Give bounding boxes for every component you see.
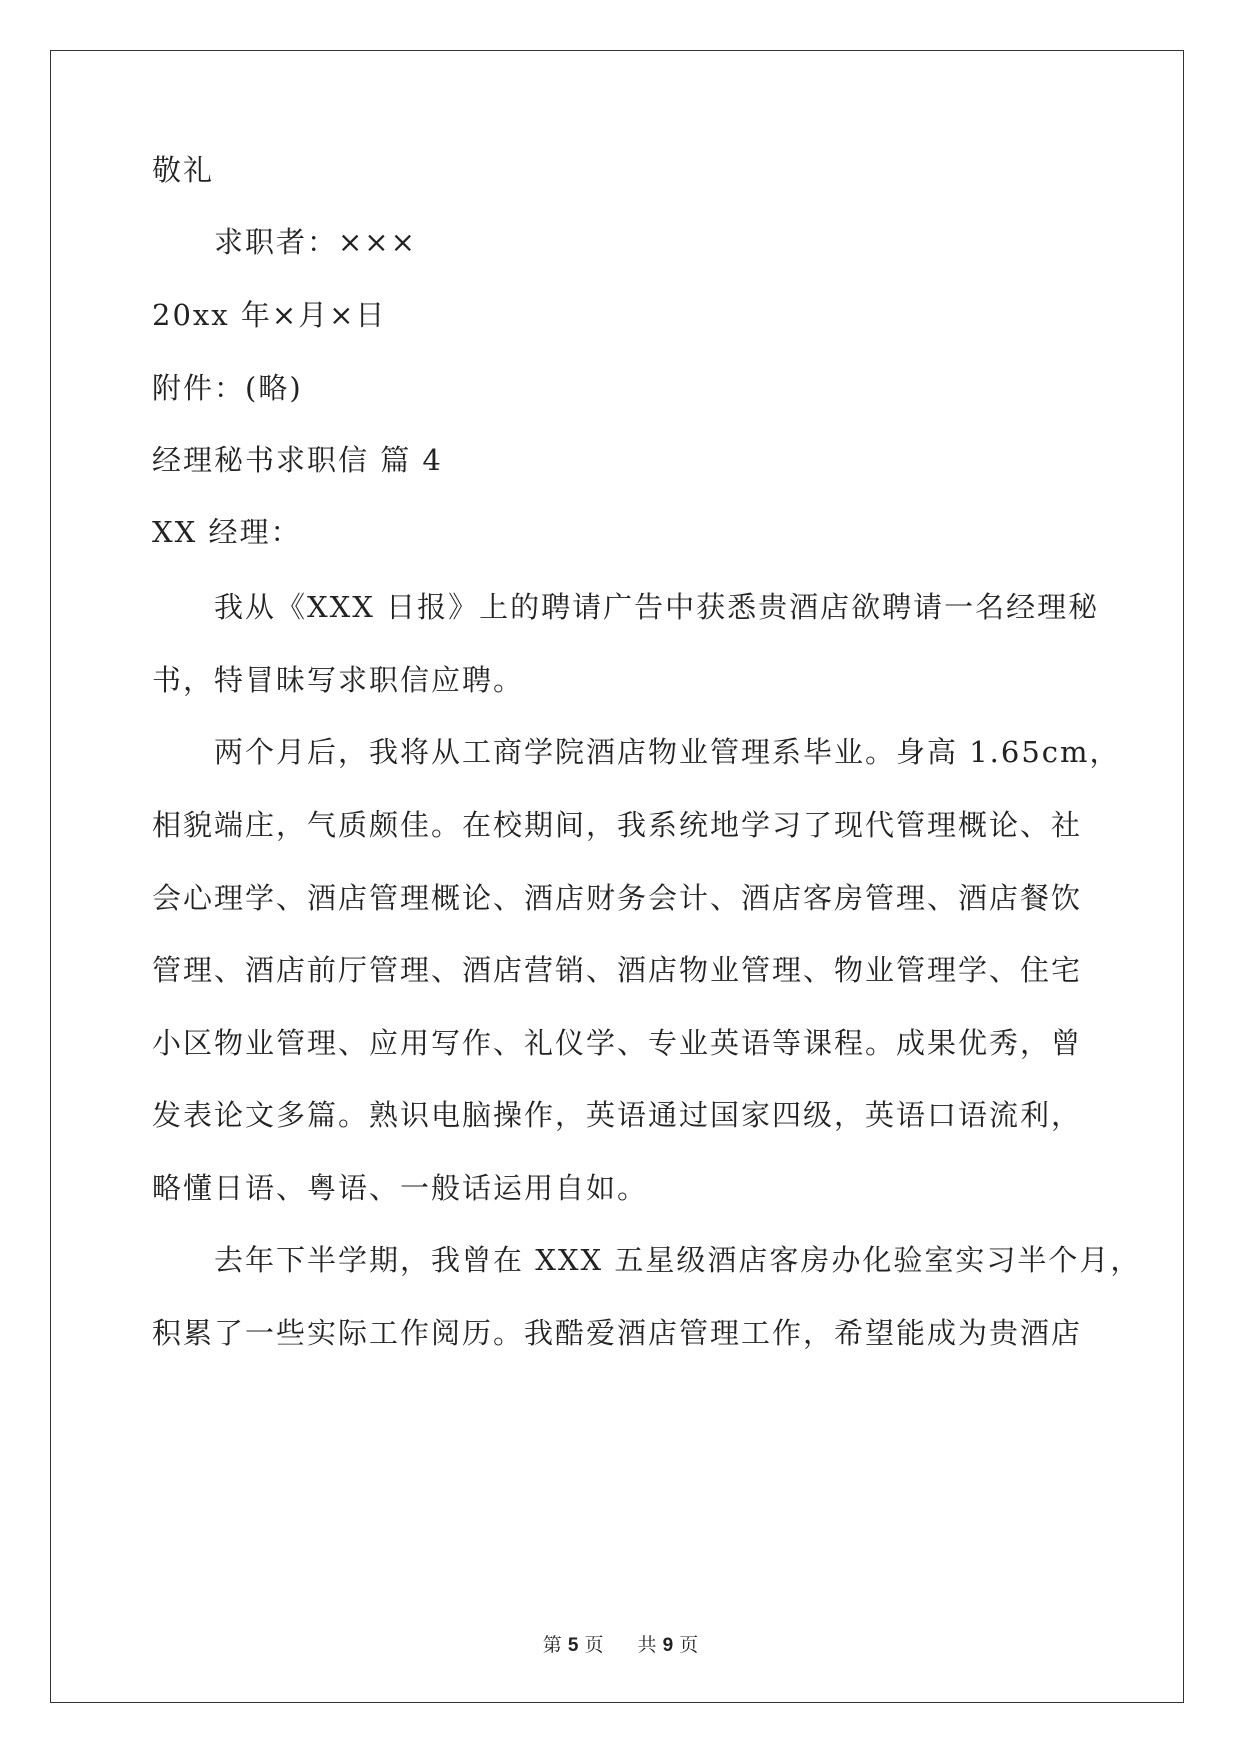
total-prefix: 共 [637, 1634, 657, 1656]
applicant-signature: 求职者：××× [152, 225, 417, 259]
letter-greeting: XX 经理： [152, 515, 302, 549]
page-suffix: 页 [584, 1634, 604, 1656]
paragraph-line: 我从《XXX 日报》上的聘请广告中获悉贵酒店欲聘请一名经理秘 [152, 590, 1100, 624]
paragraph-line: 去年下半学期，我曾在 XXX 五星级酒店客房办化验室实习半个月， [152, 1243, 1142, 1277]
closing-salutation: 敬礼 [152, 153, 215, 187]
page-prefix: 第 [542, 1634, 562, 1656]
paragraph-line: 略懂日语、粤语、一般话运用自如。 [152, 1171, 649, 1205]
page-footer [0, 1630, 1241, 1657]
section-title: 经理秘书求职信 篇 4 [152, 443, 443, 477]
attachment-note: 附件：(略) [152, 371, 303, 405]
paragraph-line: 书，特冒昧写求职信应聘。 [152, 663, 525, 697]
paragraph-line: 两个月后，我将从工商学院酒店物业管理系毕业。身高 1.65cm， [152, 735, 1121, 769]
paragraph-line: 管理、酒店前厅管理、酒店营销、酒店物业管理、物业管理学、住宅 [152, 953, 1083, 987]
paragraph-line: 小区物业管理、应用写作、礼仪学、专业英语等课程。成果优秀，曾 [152, 1026, 1083, 1060]
page-total: 9 [662, 1635, 674, 1656]
total-suffix: 页 [679, 1634, 699, 1656]
page-current: 5 [567, 1635, 579, 1656]
letter-date: 20xx 年×月×日 [152, 298, 387, 332]
paragraph-line: 积累了一些实际工作阅历。我酷爱酒店管理工作，希望能成为贵酒店 [152, 1316, 1083, 1350]
paragraph-line: 会心理学、酒店管理概论、酒店财务会计、酒店客房管理、酒店餐饮 [152, 881, 1083, 915]
paragraph-line: 相貌端庄，气质颇佳。在校期间，我系统地学习了现代管理概论、社 [152, 808, 1083, 842]
paragraph-line: 发表论文多篇。熟识电脑操作，英语通过国家四级，英语口语流利， [152, 1098, 1083, 1132]
